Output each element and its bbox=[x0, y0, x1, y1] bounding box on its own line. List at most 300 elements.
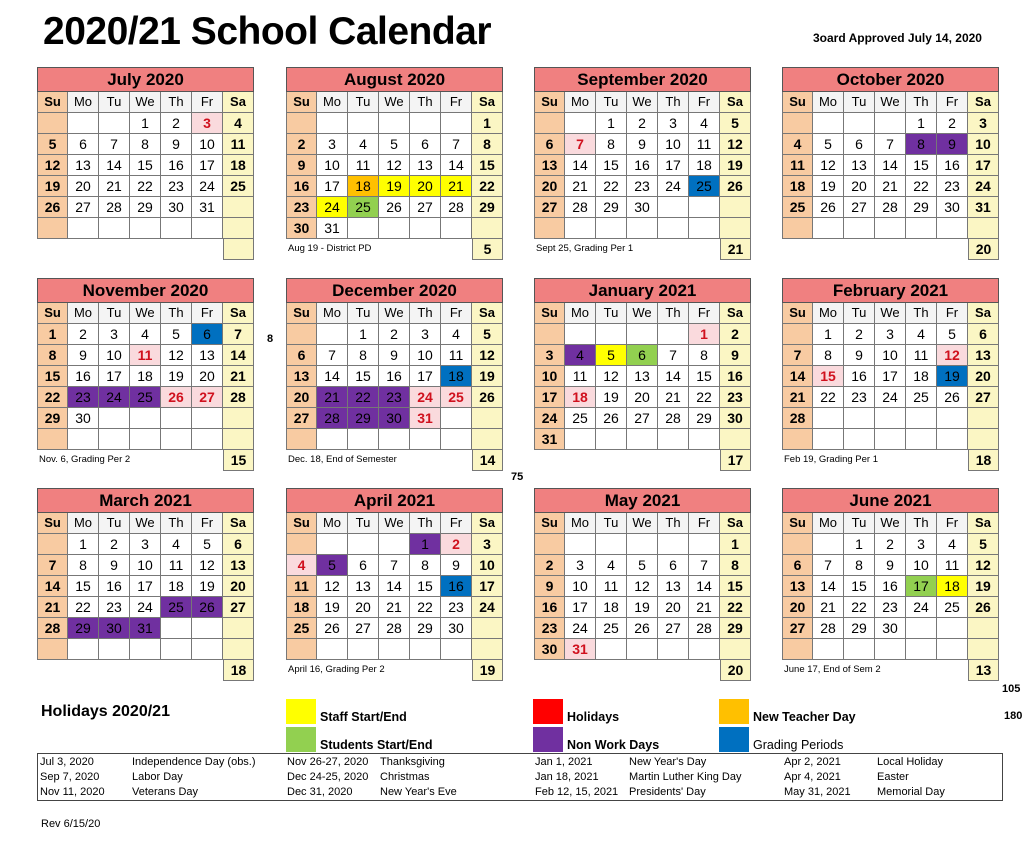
day-cell: 19 bbox=[317, 597, 348, 618]
day-cell: 2 bbox=[99, 534, 130, 555]
day-cell: 21 bbox=[317, 387, 348, 408]
day-cell: 17 bbox=[410, 366, 441, 387]
day-cell: 19 bbox=[813, 176, 844, 197]
day-header: Su bbox=[37, 303, 68, 324]
empty-cell bbox=[37, 218, 68, 239]
day-cell: 6 bbox=[68, 134, 99, 155]
day-cell: 11 bbox=[596, 576, 627, 597]
day-cell: 25 bbox=[286, 618, 317, 639]
empty-cell bbox=[534, 324, 565, 345]
empty-cell bbox=[286, 639, 317, 660]
day-cell: 7 bbox=[565, 134, 596, 155]
day-cell: 19 bbox=[720, 155, 751, 176]
empty-cell bbox=[223, 639, 254, 660]
day-cell: 8 bbox=[813, 345, 844, 366]
day-cell: 13 bbox=[410, 155, 441, 176]
day-header: Th bbox=[161, 92, 192, 113]
day-cell: 4 bbox=[596, 555, 627, 576]
month-title: July 2020 bbox=[37, 67, 254, 92]
day-cell: 5 bbox=[968, 534, 999, 555]
legend-nonwork bbox=[533, 727, 659, 752]
day-cell: 3 bbox=[658, 113, 689, 134]
day-cell: 3 bbox=[472, 534, 503, 555]
day-cell: 17 bbox=[968, 155, 999, 176]
month-note: Feb 19, Grading Per 1 bbox=[784, 454, 878, 465]
day-cell: 1 bbox=[720, 534, 751, 555]
day-cell: 13 bbox=[286, 366, 317, 387]
month-october-2020 bbox=[782, 67, 999, 260]
day-header: Su bbox=[37, 513, 68, 534]
day-cell: 20 bbox=[534, 176, 565, 197]
side-count-june-1: 105 bbox=[1002, 683, 1021, 695]
empty-cell bbox=[658, 218, 689, 239]
day-cell: 18 bbox=[161, 576, 192, 597]
holiday-name: Thanksgiving bbox=[380, 756, 445, 768]
empty-cell bbox=[782, 324, 813, 345]
side-count-june-2: 180 bbox=[1004, 710, 1023, 722]
empty-cell bbox=[844, 639, 875, 660]
day-cell: 1 bbox=[410, 534, 441, 555]
empty-cell bbox=[565, 324, 596, 345]
day-cell: 11 bbox=[441, 345, 472, 366]
day-cell: 7 bbox=[441, 134, 472, 155]
day-cell: 26 bbox=[720, 176, 751, 197]
day-cell: 20 bbox=[223, 576, 254, 597]
day-cell: 24 bbox=[906, 597, 937, 618]
day-cell: 22 bbox=[906, 176, 937, 197]
day-cell: 3 bbox=[192, 113, 223, 134]
empty-cell bbox=[223, 197, 254, 218]
empty-cell bbox=[534, 113, 565, 134]
day-cell: 25 bbox=[223, 176, 254, 197]
empty-cell bbox=[441, 408, 472, 429]
empty-cell bbox=[68, 639, 99, 660]
month-title: February 2021 bbox=[782, 278, 999, 303]
day-header: Sa bbox=[472, 513, 503, 534]
day-header: We bbox=[130, 92, 161, 113]
day-cell: 15 bbox=[906, 155, 937, 176]
day-cell: 22 bbox=[68, 597, 99, 618]
day-cell: 11 bbox=[223, 134, 254, 155]
day-cell: 23 bbox=[99, 597, 130, 618]
empty-cell bbox=[130, 408, 161, 429]
month-title: November 2020 bbox=[37, 278, 254, 303]
legend-label-nonwork: Non Work Days bbox=[567, 738, 660, 752]
day-cell: 21 bbox=[689, 597, 720, 618]
month-title: January 2021 bbox=[534, 278, 751, 303]
day-header: Th bbox=[906, 513, 937, 534]
month-september-2020 bbox=[534, 67, 751, 260]
day-cell: 27 bbox=[348, 618, 379, 639]
school-day-count: 13 bbox=[968, 660, 999, 681]
day-cell: 15 bbox=[348, 366, 379, 387]
day-cell: 29 bbox=[720, 618, 751, 639]
day-header: Fr bbox=[937, 513, 968, 534]
day-cell: 23 bbox=[937, 176, 968, 197]
day-cell: 25 bbox=[161, 597, 192, 618]
day-cell: 9 bbox=[534, 576, 565, 597]
empty-cell bbox=[968, 618, 999, 639]
day-cell: 21 bbox=[875, 176, 906, 197]
day-cell: 28 bbox=[875, 197, 906, 218]
empty-cell bbox=[410, 218, 441, 239]
empty-cell bbox=[37, 639, 68, 660]
month-footer bbox=[534, 660, 751, 681]
day-cell: 12 bbox=[627, 576, 658, 597]
day-cell: 27 bbox=[68, 197, 99, 218]
day-cell: 27 bbox=[192, 387, 223, 408]
day-cell: 26 bbox=[37, 197, 68, 218]
empty-cell bbox=[348, 113, 379, 134]
empty-cell bbox=[472, 639, 503, 660]
day-cell: 27 bbox=[410, 197, 441, 218]
day-cell: 2 bbox=[844, 324, 875, 345]
empty-cell bbox=[720, 429, 751, 450]
day-cell: 31 bbox=[565, 639, 596, 660]
day-cell: 1 bbox=[689, 324, 720, 345]
day-cell: 24 bbox=[565, 618, 596, 639]
day-cell: 15 bbox=[410, 576, 441, 597]
day-cell: 1 bbox=[813, 324, 844, 345]
day-cell: 29 bbox=[689, 408, 720, 429]
day-cell: 15 bbox=[720, 576, 751, 597]
day-cell: 8 bbox=[37, 345, 68, 366]
empty-cell bbox=[782, 639, 813, 660]
day-cell: 2 bbox=[534, 555, 565, 576]
month-title: October 2020 bbox=[782, 67, 999, 92]
day-cell: 12 bbox=[472, 345, 503, 366]
empty-cell bbox=[192, 639, 223, 660]
legend-label-newteacher: New Teacher Day bbox=[753, 710, 856, 724]
day-cell: 3 bbox=[130, 534, 161, 555]
day-header: Sa bbox=[472, 92, 503, 113]
day-cell: 9 bbox=[844, 345, 875, 366]
empty-cell bbox=[286, 534, 317, 555]
day-cell: 2 bbox=[937, 113, 968, 134]
day-cell: 18 bbox=[689, 155, 720, 176]
empty-cell bbox=[379, 218, 410, 239]
day-cell: 27 bbox=[534, 197, 565, 218]
day-header: Tu bbox=[99, 513, 130, 534]
day-cell: 6 bbox=[223, 534, 254, 555]
school-day-count: 14 bbox=[472, 450, 503, 471]
day-header: We bbox=[130, 513, 161, 534]
day-cell: 15 bbox=[596, 155, 627, 176]
day-header: Fr bbox=[689, 303, 720, 324]
empty-cell bbox=[565, 218, 596, 239]
empty-cell bbox=[968, 639, 999, 660]
day-cell: 28 bbox=[441, 197, 472, 218]
day-cell: 21 bbox=[441, 176, 472, 197]
holiday-row bbox=[38, 785, 1002, 801]
day-cell: 19 bbox=[627, 597, 658, 618]
day-header: Mo bbox=[565, 303, 596, 324]
day-header: Tu bbox=[596, 513, 627, 534]
legend-swatch-nonwork bbox=[533, 727, 563, 752]
day-header: Sa bbox=[223, 92, 254, 113]
day-header: Th bbox=[906, 303, 937, 324]
day-cell: 7 bbox=[782, 345, 813, 366]
day-cell: 25 bbox=[348, 197, 379, 218]
day-cell: 16 bbox=[161, 155, 192, 176]
month-footer bbox=[782, 450, 999, 471]
day-cell: 14 bbox=[223, 345, 254, 366]
day-header: Mo bbox=[813, 303, 844, 324]
day-cell: 12 bbox=[968, 555, 999, 576]
day-cell: 22 bbox=[844, 597, 875, 618]
day-cell: 5 bbox=[317, 555, 348, 576]
day-cell: 30 bbox=[286, 218, 317, 239]
day-cell: 28 bbox=[379, 618, 410, 639]
day-cell: 30 bbox=[875, 618, 906, 639]
month-grid bbox=[37, 92, 254, 239]
empty-cell bbox=[968, 408, 999, 429]
day-cell: 19 bbox=[596, 387, 627, 408]
month-grid bbox=[286, 513, 503, 660]
day-cell: 23 bbox=[844, 387, 875, 408]
day-cell: 21 bbox=[99, 176, 130, 197]
holiday-date: Sep 7, 2020 bbox=[40, 771, 100, 783]
day-cell: 3 bbox=[99, 324, 130, 345]
empty-cell bbox=[689, 429, 720, 450]
day-cell: 12 bbox=[937, 345, 968, 366]
empty-cell bbox=[627, 534, 658, 555]
day-cell: 3 bbox=[968, 113, 999, 134]
legend-swatch-holidays bbox=[533, 699, 563, 724]
day-cell: 22 bbox=[689, 387, 720, 408]
day-header: Mo bbox=[565, 513, 596, 534]
day-cell: 20 bbox=[658, 597, 689, 618]
day-header: We bbox=[379, 303, 410, 324]
empty-cell bbox=[317, 429, 348, 450]
empty-cell bbox=[689, 218, 720, 239]
day-header: Fr bbox=[192, 92, 223, 113]
day-header: Tu bbox=[844, 92, 875, 113]
empty-cell bbox=[565, 429, 596, 450]
day-header: Fr bbox=[441, 303, 472, 324]
month-note: Aug 19 - District PD bbox=[288, 243, 372, 254]
day-header: Tu bbox=[348, 303, 379, 324]
day-cell: 28 bbox=[223, 387, 254, 408]
month-june-2021 bbox=[782, 488, 999, 681]
empty-cell bbox=[68, 429, 99, 450]
day-cell: 23 bbox=[161, 176, 192, 197]
day-cell: 26 bbox=[937, 387, 968, 408]
empty-cell bbox=[906, 408, 937, 429]
empty-cell bbox=[937, 408, 968, 429]
school-day-count: 15 bbox=[223, 450, 254, 471]
month-title: May 2021 bbox=[534, 488, 751, 513]
school-day-count bbox=[223, 239, 254, 260]
holiday-name: New Year's Day bbox=[629, 756, 707, 768]
day-cell: 13 bbox=[844, 155, 875, 176]
day-cell: 3 bbox=[534, 345, 565, 366]
day-cell: 24 bbox=[875, 387, 906, 408]
day-cell: 10 bbox=[99, 345, 130, 366]
day-cell: 18 bbox=[596, 597, 627, 618]
day-cell: 8 bbox=[410, 555, 441, 576]
day-cell: 26 bbox=[968, 597, 999, 618]
day-cell: 7 bbox=[658, 345, 689, 366]
day-cell: 1 bbox=[596, 113, 627, 134]
school-day-count: 5 bbox=[472, 239, 503, 260]
empty-cell bbox=[37, 534, 68, 555]
day-cell: 31 bbox=[130, 618, 161, 639]
empty-cell bbox=[906, 618, 937, 639]
day-cell: 8 bbox=[596, 134, 627, 155]
day-cell: 21 bbox=[565, 176, 596, 197]
day-cell: 25 bbox=[689, 176, 720, 197]
empty-cell bbox=[379, 534, 410, 555]
day-cell: 15 bbox=[689, 366, 720, 387]
day-cell: 23 bbox=[627, 176, 658, 197]
day-cell: 7 bbox=[37, 555, 68, 576]
day-cell: 29 bbox=[37, 408, 68, 429]
day-cell: 13 bbox=[348, 576, 379, 597]
day-cell: 18 bbox=[937, 576, 968, 597]
empty-cell bbox=[410, 429, 441, 450]
day-cell: 16 bbox=[534, 597, 565, 618]
day-cell: 16 bbox=[937, 155, 968, 176]
empty-cell bbox=[627, 218, 658, 239]
empty-cell bbox=[317, 534, 348, 555]
empty-cell bbox=[596, 218, 627, 239]
day-header: Sa bbox=[968, 303, 999, 324]
month-january-2021 bbox=[534, 278, 751, 471]
side-count-dec: 75 bbox=[511, 471, 524, 483]
day-cell: 25 bbox=[937, 597, 968, 618]
legend-students bbox=[286, 727, 433, 752]
day-cell: 30 bbox=[161, 197, 192, 218]
day-cell: 15 bbox=[68, 576, 99, 597]
empty-cell bbox=[99, 408, 130, 429]
day-cell: 31 bbox=[410, 408, 441, 429]
day-cell: 29 bbox=[596, 197, 627, 218]
day-cell: 3 bbox=[410, 324, 441, 345]
day-cell: 12 bbox=[37, 155, 68, 176]
month-grid bbox=[782, 513, 999, 660]
day-header: Mo bbox=[565, 92, 596, 113]
day-header: Sa bbox=[720, 513, 751, 534]
day-cell: 10 bbox=[968, 134, 999, 155]
month-april-2021 bbox=[286, 488, 503, 681]
empty-cell bbox=[472, 429, 503, 450]
empty-cell bbox=[99, 218, 130, 239]
empty-cell bbox=[348, 639, 379, 660]
month-december-2020 bbox=[286, 278, 503, 471]
day-cell: 14 bbox=[565, 155, 596, 176]
day-cell: 10 bbox=[472, 555, 503, 576]
empty-cell bbox=[192, 218, 223, 239]
empty-cell bbox=[627, 324, 658, 345]
day-cell: 9 bbox=[99, 555, 130, 576]
empty-cell bbox=[813, 113, 844, 134]
day-header: We bbox=[379, 92, 410, 113]
month-note: April 16, Grading Per 2 bbox=[288, 664, 385, 675]
day-cell: 14 bbox=[37, 576, 68, 597]
day-cell: 17 bbox=[99, 366, 130, 387]
day-cell: 19 bbox=[968, 576, 999, 597]
day-cell: 20 bbox=[844, 176, 875, 197]
empty-cell bbox=[472, 618, 503, 639]
day-cell: 29 bbox=[472, 197, 503, 218]
day-cell: 3 bbox=[906, 534, 937, 555]
day-cell: 16 bbox=[441, 576, 472, 597]
day-header: Su bbox=[534, 92, 565, 113]
month-grid bbox=[37, 303, 254, 450]
empty-cell bbox=[286, 429, 317, 450]
holiday-date: Jan 1, 2021 bbox=[535, 756, 593, 768]
day-cell: 23 bbox=[286, 197, 317, 218]
month-grid bbox=[534, 513, 751, 660]
empty-cell bbox=[689, 197, 720, 218]
day-header: Tu bbox=[844, 513, 875, 534]
day-header: Fr bbox=[689, 92, 720, 113]
school-day-count: 18 bbox=[223, 660, 254, 681]
day-header: Su bbox=[534, 513, 565, 534]
month-grid bbox=[534, 303, 751, 450]
empty-cell bbox=[130, 218, 161, 239]
day-cell: 2 bbox=[68, 324, 99, 345]
legend-label-holidays: Holidays bbox=[567, 710, 620, 724]
empty-cell bbox=[565, 534, 596, 555]
empty-cell bbox=[813, 429, 844, 450]
month-august-2020 bbox=[286, 67, 503, 260]
holiday-date: Nov 26-27, 2020 bbox=[287, 756, 369, 768]
legend-holidays bbox=[533, 699, 619, 724]
day-cell: 30 bbox=[99, 618, 130, 639]
empty-cell bbox=[286, 113, 317, 134]
day-cell: 2 bbox=[441, 534, 472, 555]
day-cell: 24 bbox=[317, 197, 348, 218]
day-header: Fr bbox=[689, 513, 720, 534]
day-cell: 1 bbox=[844, 534, 875, 555]
day-cell: 10 bbox=[906, 555, 937, 576]
day-cell: 19 bbox=[472, 366, 503, 387]
day-header: Tu bbox=[99, 303, 130, 324]
day-header: Th bbox=[161, 303, 192, 324]
day-cell: 6 bbox=[968, 324, 999, 345]
empty-cell bbox=[658, 197, 689, 218]
day-cell: 13 bbox=[68, 155, 99, 176]
empty-cell bbox=[720, 639, 751, 660]
day-cell: 18 bbox=[130, 366, 161, 387]
day-cell: 18 bbox=[286, 597, 317, 618]
day-cell: 7 bbox=[875, 134, 906, 155]
day-cell: 8 bbox=[689, 345, 720, 366]
day-header: Mo bbox=[813, 92, 844, 113]
day-cell: 16 bbox=[844, 366, 875, 387]
empty-cell bbox=[875, 113, 906, 134]
day-cell: 20 bbox=[627, 387, 658, 408]
day-cell: 5 bbox=[720, 113, 751, 134]
day-cell: 5 bbox=[161, 324, 192, 345]
month-grid bbox=[782, 92, 999, 239]
legend-swatch-newteacher bbox=[719, 699, 749, 724]
day-cell: 5 bbox=[937, 324, 968, 345]
empty-cell bbox=[68, 113, 99, 134]
day-cell: 20 bbox=[410, 176, 441, 197]
day-cell: 10 bbox=[130, 555, 161, 576]
empty-cell bbox=[441, 639, 472, 660]
day-cell: 11 bbox=[689, 134, 720, 155]
day-cell: 14 bbox=[379, 576, 410, 597]
month-footer bbox=[286, 660, 503, 681]
empty-cell bbox=[565, 113, 596, 134]
day-cell: 13 bbox=[627, 366, 658, 387]
day-header: Sa bbox=[223, 513, 254, 534]
day-cell: 13 bbox=[223, 555, 254, 576]
